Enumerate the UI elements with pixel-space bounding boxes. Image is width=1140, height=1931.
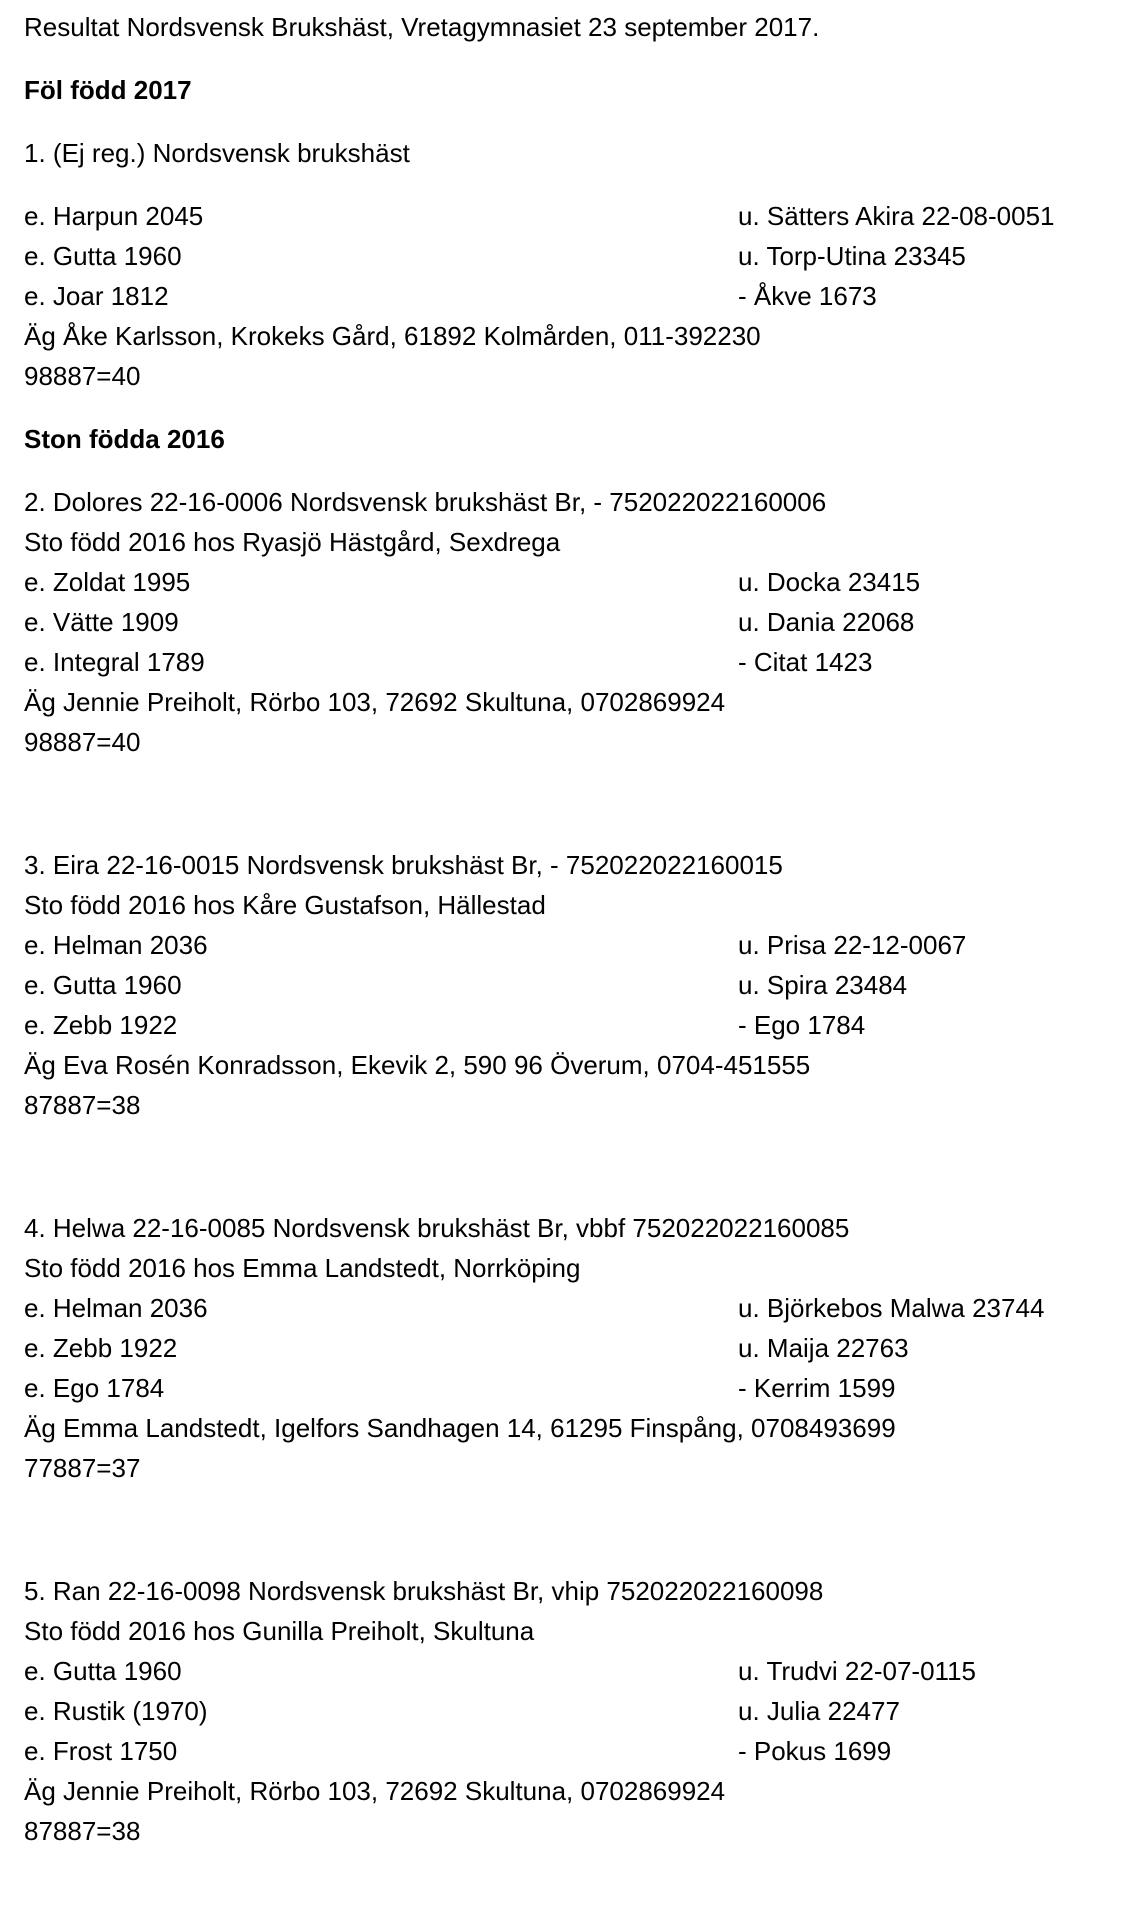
dam-line: u. Sätters Akira 22-08-0051: [738, 201, 1055, 231]
owner-line: Äg Jennie Preiholt, Rörbo 103, 72692 Skultuna, 0702869924: [24, 1776, 726, 1806]
owner-line: Äg Eva Rosén Konradsson, Ekevik 2, 590 96 Överum, 0704-451555: [24, 1050, 811, 1080]
score-line: 87887=38: [24, 1816, 141, 1846]
owner-line: Äg Åke Karlsson, Krokeks Gård, 61892 Kolmården, 011-392230: [24, 321, 761, 351]
score-line: 77887=37: [24, 1453, 141, 1483]
entry-header: 2. Dolores 22-16-0006 Nordsvensk brukshäst Br, - 752022022160006: [24, 487, 827, 517]
entry-header: 5. Ran 22-16-0098 Nordsvensk brukshäst Br, vhip 752022022160098: [24, 1576, 824, 1606]
sire-line: e. Joar 1812: [24, 281, 169, 311]
dam-line: u. Prisa 22-12-0067: [738, 930, 967, 960]
dam-line: - Ego 1784: [738, 1010, 866, 1040]
dam-line: u. Trudvi 22-07-0115: [738, 1656, 976, 1686]
sire-line: e. Gutta 1960: [24, 241, 182, 271]
dam-line: - Citat 1423: [738, 647, 873, 677]
birth-line: Sto född 2016 hos Gunilla Preiholt, Skultuna: [24, 1616, 535, 1646]
dam-line: - Åkve 1673: [738, 281, 877, 311]
entry-header: 3. Eira 22-16-0015 Nordsvensk brukshäst Br, - 752022022160015: [24, 850, 783, 880]
dam-line: u. Maija 22763: [738, 1333, 909, 1363]
dam-line: u. Spira 23484: [738, 970, 908, 1000]
dam-line: u. Björkebos Malwa 23744: [738, 1293, 1045, 1323]
dam-line: u. Torp-Utina 23345: [738, 241, 966, 271]
sire-line: e. Ego 1784: [24, 1373, 165, 1403]
sire-line: e. Harpun 2045: [24, 201, 204, 231]
owner-line: Äg Jennie Preiholt, Rörbo 103, 72692 Skultuna, 0702869924: [24, 687, 726, 717]
sire-line: e. Vätte 1909: [24, 607, 179, 637]
score-line: 98887=40: [24, 727, 141, 757]
entry-header: 4. Helwa 22-16-0085 Nordsvensk brukshäst Br, vbbf 752022022160085: [24, 1213, 850, 1243]
sire-line: e. Frost 1750: [24, 1736, 178, 1766]
sire-line: e. Rustik (1970): [24, 1696, 208, 1726]
dam-line: u. Docka 23415: [738, 567, 921, 597]
section-heading-foals-2017: Föl född 2017: [24, 75, 192, 105]
sire-line: e. Integral 1789: [24, 647, 205, 677]
sire-line: e. Zebb 1922: [24, 1010, 178, 1040]
owner-line: Äg Emma Landstedt, Igelfors Sandhagen 14, 61295 Finspång, 0708493699: [24, 1413, 896, 1443]
birth-line: Sto född 2016 hos Ryasjö Hästgård, Sexdrega: [24, 527, 561, 557]
birth-line: Sto född 2016 hos Emma Landstedt, Norrköping: [24, 1253, 581, 1283]
document-title: Resultat Nordsvensk Brukshäst, Vretagymnasiet 23 september 2017.: [24, 12, 820, 42]
sire-line: e. Helman 2036: [24, 930, 208, 960]
sire-line: e. Helman 2036: [24, 1293, 208, 1323]
dam-line: u. Dania 22068: [738, 607, 915, 637]
score-line: 98887=40: [24, 361, 141, 391]
sire-line: e. Gutta 1960: [24, 970, 182, 1000]
entry-header: 1. (Ej reg.) Nordsvensk brukshäst: [24, 138, 410, 168]
dam-line: - Kerrim 1599: [738, 1373, 896, 1403]
score-line: 87887=38: [24, 1090, 141, 1120]
sire-line: e. Gutta 1960: [24, 1656, 182, 1686]
section-heading-mares-2016: Ston födda 2016: [24, 424, 225, 454]
sire-line: e. Zebb 1922: [24, 1333, 178, 1363]
sire-line: e. Zoldat 1995: [24, 567, 191, 597]
dam-line: - Pokus 1699: [738, 1736, 892, 1766]
dam-line: u. Julia 22477: [738, 1696, 900, 1726]
birth-line: Sto född 2016 hos Kåre Gustafson, Hällestad: [24, 890, 546, 920]
